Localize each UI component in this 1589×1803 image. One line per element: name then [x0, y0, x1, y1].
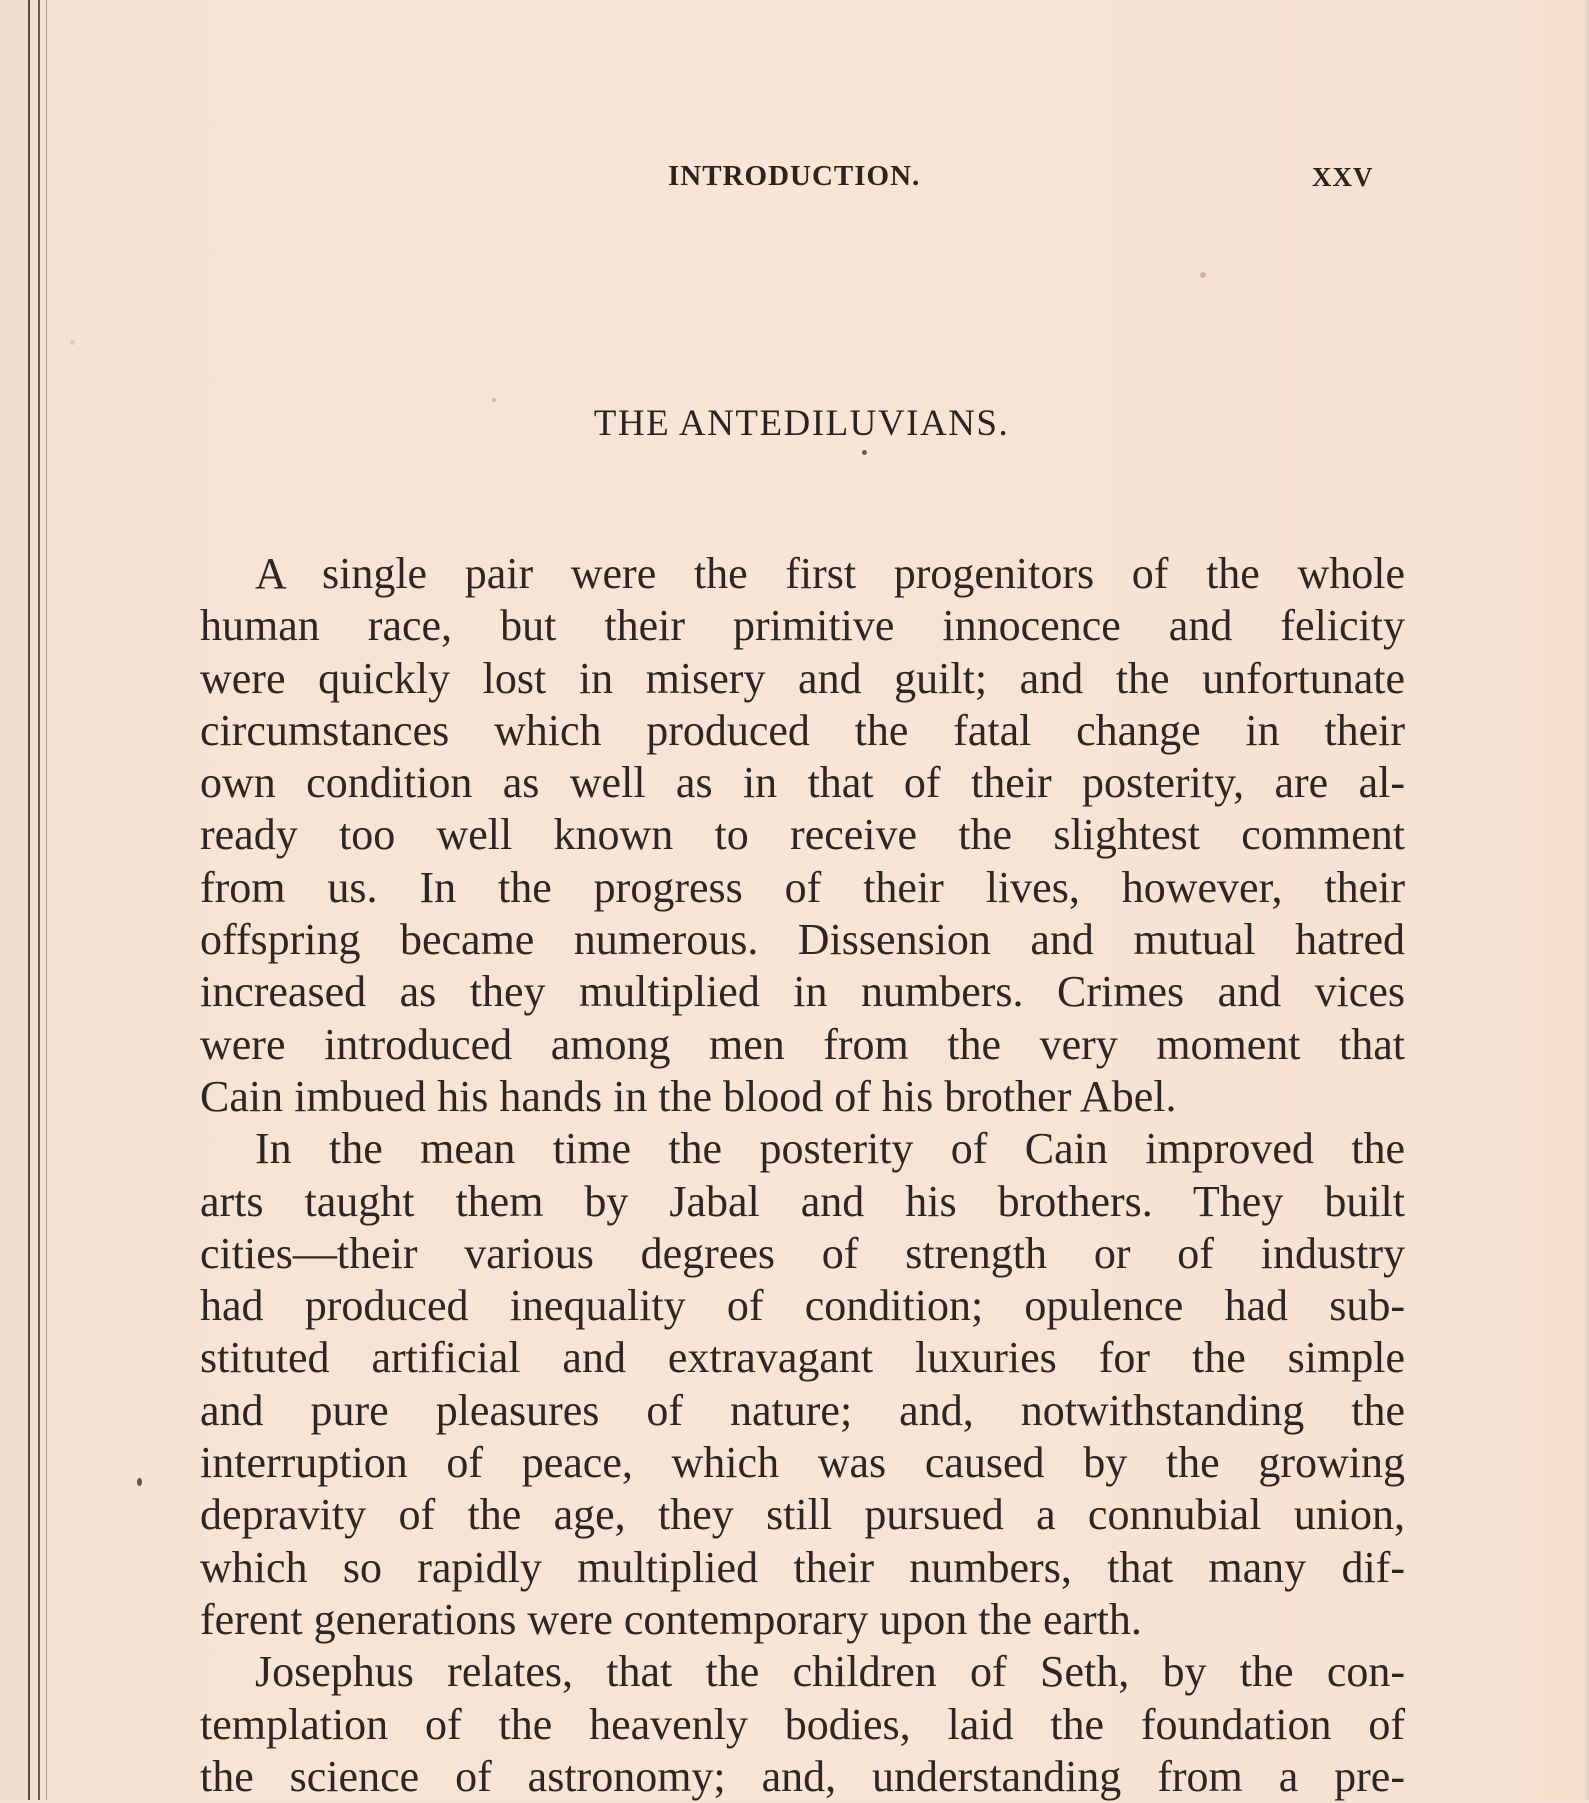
text-line: interruption of peace, which was caused by the growing	[200, 1438, 1405, 1488]
text-line: cities—their various degrees of strength or of industry	[200, 1228, 1405, 1278]
page-edge-shadow	[1583, 0, 1589, 1800]
body-text	[200, 548, 1405, 1803]
paper-speck	[137, 1478, 142, 1486]
binding-line	[46, 0, 47, 1800]
text-line: own condition as well as in that of their posterity, are al-	[200, 758, 1405, 808]
text-line: Josephus relates, that the children of Seth, by the con-	[255, 1647, 1405, 1697]
binding-line	[38, 0, 40, 1800]
paper-speck	[1200, 272, 1206, 278]
text-line: depravity of the age, they still pursued a connubial union,	[200, 1490, 1405, 1540]
chapter-title: THE ANTEDILUVIANS.	[593, 403, 1010, 444]
running-head-title: INTRODUCTION.	[668, 160, 921, 192]
running-head	[0, 160, 1589, 200]
text-line: In the mean time the posterity of Cain improved the	[255, 1124, 1405, 1174]
text-line: were introduced among men from the very moment that	[200, 1019, 1405, 1069]
text-line: stituted artificial and extravagant luxuries for the simple	[200, 1333, 1405, 1383]
text-line: increased as they multiplied in numbers. Crimes and vices	[200, 967, 1405, 1017]
text-line: ferent generations were contemporary upon the earth.	[200, 1594, 1142, 1644]
text-line: had produced inequality of condition; opulence had sub-	[200, 1281, 1405, 1331]
text-line: offspring became numerous. Dissension and mutual hatred	[200, 915, 1405, 965]
text-line: Cain imbued his hands in the blood of his brother Abel.	[200, 1071, 1177, 1121]
binding-line	[28, 0, 30, 1800]
text-line: the science of astronomy; and, understanding from a pre-	[200, 1751, 1405, 1801]
text-line: were quickly lost in misery and guilt; and the unfortunate	[200, 653, 1405, 703]
text-line: ready too well known to receive the slightest comment	[200, 810, 1405, 860]
text-line: templation of the heavenly bodies, laid the foundation of	[200, 1699, 1405, 1749]
paper-speck	[862, 450, 867, 455]
text-line: which so rapidly multiplied their numbers, that many dif-	[200, 1542, 1405, 1592]
text-line: arts taught them by Jabal and his brothers. They built	[200, 1176, 1405, 1226]
text-line: from us. In the progress of their lives, however, their	[200, 862, 1405, 912]
text-line: A single pair were the first progenitors of the whole	[255, 549, 1405, 598]
text-line: and pure pleasures of nature; and, notwithstanding the	[200, 1385, 1405, 1435]
text-line: circumstances which produced the fatal change in their	[200, 705, 1405, 755]
page-number: XXV	[1312, 162, 1374, 192]
text-line: human race, but their primitive innocence and felicity	[200, 601, 1405, 651]
paper-speck	[70, 340, 75, 345]
